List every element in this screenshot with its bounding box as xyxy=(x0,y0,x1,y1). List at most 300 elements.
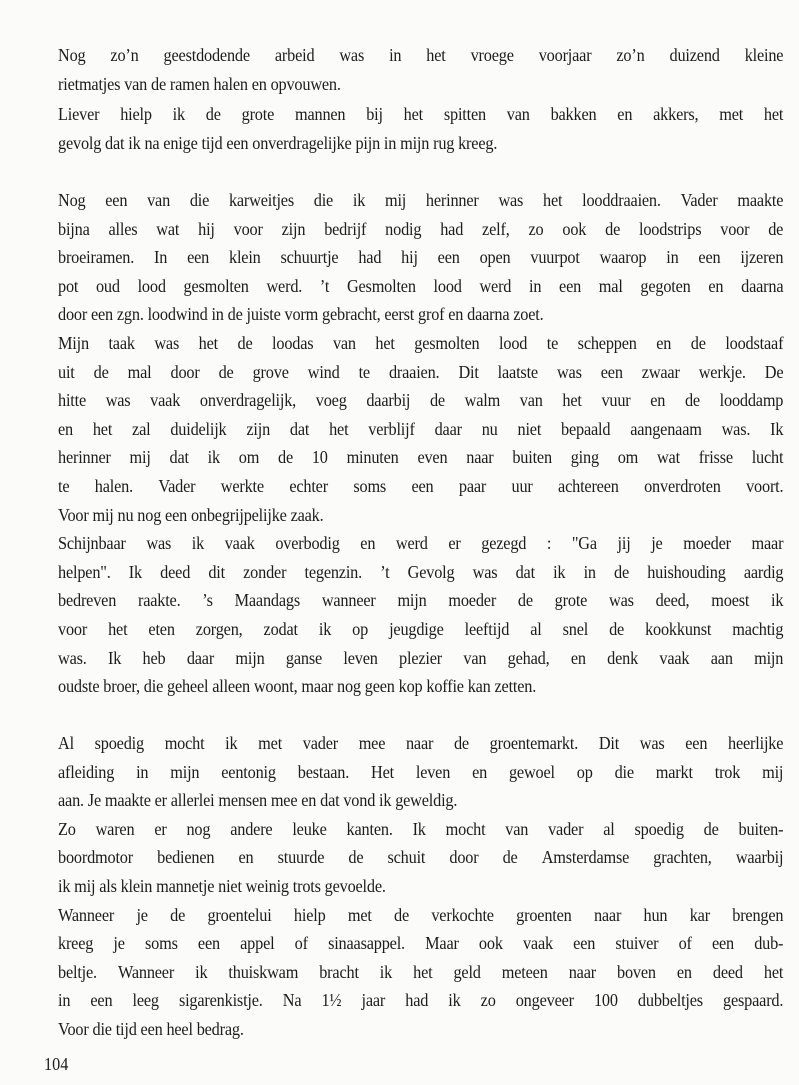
text-line xyxy=(58,932,783,954)
word: verblijf xyxy=(368,418,415,439)
word: stuiver xyxy=(615,933,659,954)
word: zodat xyxy=(263,619,298,639)
word: huishouding xyxy=(647,561,726,582)
word: die xyxy=(189,190,210,210)
word: laatste xyxy=(497,361,538,382)
word: een xyxy=(600,361,623,382)
word: herinner xyxy=(58,447,111,468)
word: frisse xyxy=(698,447,733,468)
word: grote xyxy=(241,103,275,124)
word: was. xyxy=(58,647,87,668)
word: deed xyxy=(712,961,743,982)
word: leeg xyxy=(132,990,159,1011)
word: Al xyxy=(58,733,74,753)
word: gezegd xyxy=(481,533,527,554)
word: zo’n xyxy=(110,45,139,65)
word: ’t xyxy=(380,561,390,582)
word: hitte xyxy=(58,390,87,411)
text-line xyxy=(58,189,783,211)
word: naar xyxy=(405,733,434,753)
text-line xyxy=(58,44,783,66)
word: hij xyxy=(198,218,215,239)
word: zelf, xyxy=(482,218,510,239)
word: het xyxy=(403,103,424,124)
word: nodig xyxy=(385,218,422,239)
word: een xyxy=(90,990,113,1011)
word: nog xyxy=(186,818,211,839)
word: en xyxy=(570,647,586,668)
word: het xyxy=(329,418,349,439)
word: om xyxy=(617,447,639,468)
text-line xyxy=(58,361,783,383)
text-line xyxy=(58,761,783,783)
word: de xyxy=(517,590,533,611)
word: wanneer xyxy=(321,590,376,611)
word: het xyxy=(562,390,582,411)
word: ik xyxy=(172,103,185,124)
word: zo xyxy=(528,218,544,239)
word: door xyxy=(170,361,200,382)
word: en xyxy=(656,333,672,353)
word: een xyxy=(411,476,434,496)
word: groentelui xyxy=(207,904,272,925)
word: ik xyxy=(191,533,205,554)
word: al xyxy=(530,619,542,639)
word: en xyxy=(360,533,376,554)
word: had xyxy=(440,218,464,239)
word: leeftijd xyxy=(464,619,510,639)
word: pot xyxy=(58,275,79,296)
word: hielp xyxy=(120,103,152,124)
word: was xyxy=(498,190,524,210)
word: waren xyxy=(95,818,135,839)
word: ik xyxy=(553,561,566,582)
word: ik xyxy=(207,447,220,468)
word: aan xyxy=(710,647,733,668)
text-line xyxy=(58,846,783,868)
word: voorjaar xyxy=(538,45,592,65)
word: dit xyxy=(208,561,225,582)
word: grove xyxy=(252,361,289,382)
word: spoedig xyxy=(94,733,144,753)
word: het xyxy=(92,418,113,439)
word: van xyxy=(506,103,530,124)
word: ik xyxy=(379,961,393,982)
word: was xyxy=(154,333,180,353)
word: leven xyxy=(343,647,378,668)
word: schuurtje xyxy=(280,247,339,268)
word: Ik xyxy=(128,561,142,582)
word: : xyxy=(546,533,552,554)
word: Amsterdamse xyxy=(541,847,630,868)
word: In xyxy=(154,247,168,268)
word: markt xyxy=(655,761,693,782)
word: bracht xyxy=(319,961,359,982)
word: de xyxy=(278,447,294,468)
word: Ik xyxy=(107,647,122,668)
word: loodas xyxy=(272,333,314,353)
word: mij xyxy=(384,190,407,210)
word: akkers, xyxy=(653,103,699,124)
word: kanten. xyxy=(346,818,393,839)
word: Vader xyxy=(158,476,196,496)
word: jeugdige xyxy=(389,619,444,639)
word: draaien. xyxy=(388,361,440,382)
word: deed xyxy=(160,561,191,582)
word: door xyxy=(449,847,479,868)
word: machtig xyxy=(732,619,784,639)
word: was xyxy=(105,390,131,411)
word: bakken xyxy=(550,103,597,124)
word: had xyxy=(405,990,429,1011)
word: gesmolten xyxy=(414,333,480,353)
word: mal xyxy=(127,361,152,382)
word: boordmotor xyxy=(58,847,133,868)
word: er xyxy=(154,818,167,839)
word: dat xyxy=(289,418,310,439)
word: en xyxy=(617,103,633,124)
word: halen. xyxy=(94,476,133,496)
word: zo xyxy=(480,990,496,1011)
word: de xyxy=(237,333,253,353)
word: lood xyxy=(433,275,462,296)
word: de xyxy=(93,361,109,382)
word: ik xyxy=(225,733,238,753)
word: spoedig xyxy=(634,818,684,839)
word: maakte xyxy=(737,190,784,210)
word: bedienen xyxy=(157,847,215,868)
word: mee xyxy=(358,733,386,753)
word: in xyxy=(666,247,679,268)
word: werkje. xyxy=(698,361,746,382)
word: mijn xyxy=(235,647,265,668)
word: was xyxy=(146,533,172,554)
word: Liever xyxy=(58,103,100,124)
word: Nog xyxy=(58,45,86,65)
word: en xyxy=(58,418,73,439)
word: een xyxy=(698,247,721,268)
word: bepaald xyxy=(561,418,611,439)
word: alles xyxy=(108,218,138,239)
word: groenten xyxy=(516,904,572,925)
word: ’s xyxy=(202,590,213,611)
word: sigarenkistje. xyxy=(178,990,263,1011)
word: Nog xyxy=(58,190,86,210)
text-line: ik mij als klein mannetje niet weinig trots gevoelde. xyxy=(58,876,386,896)
word: was. xyxy=(721,418,751,439)
word: mal xyxy=(598,275,623,296)
word: raakte. xyxy=(137,590,181,611)
word: het xyxy=(198,333,218,353)
word: de xyxy=(170,904,186,925)
word: jij xyxy=(617,533,631,554)
word: broeiramen. xyxy=(58,247,135,268)
word: een xyxy=(711,933,735,954)
word: Gevolg xyxy=(407,561,455,582)
word: naar xyxy=(593,904,622,925)
word: de xyxy=(394,904,410,925)
word: De xyxy=(764,361,784,382)
word: herinner xyxy=(425,190,479,210)
word: echter xyxy=(289,476,328,496)
word: stuurde xyxy=(277,847,325,868)
word: "Ga xyxy=(571,533,597,554)
word: Maandags xyxy=(234,590,301,611)
text-line: gevolg dat ik na enige tijd een onverdragelijke pijn in mijn rug kreeg. xyxy=(58,132,498,153)
word: vuurpot xyxy=(530,247,580,268)
word: daar xyxy=(434,418,462,439)
word: nu xyxy=(481,418,498,439)
word: mij xyxy=(129,447,151,468)
word: de xyxy=(703,818,719,839)
word: een xyxy=(197,933,220,954)
word: daarna xyxy=(741,275,784,296)
word: van xyxy=(332,333,356,353)
page-number: 104 xyxy=(44,1054,69,1074)
word: lood xyxy=(137,275,166,296)
word: achtereen xyxy=(558,476,619,496)
text-line xyxy=(58,589,783,611)
word: bijna xyxy=(58,218,90,239)
word: boven xyxy=(616,961,656,982)
text-line xyxy=(58,561,783,583)
word: de xyxy=(502,847,518,868)
text-line xyxy=(58,389,783,411)
word: Dit xyxy=(598,733,620,753)
word: heb xyxy=(142,647,166,668)
word: en xyxy=(238,847,254,868)
word: het xyxy=(413,961,433,982)
word: daarbij xyxy=(366,390,411,411)
word: trok xyxy=(714,761,741,782)
word: Na xyxy=(282,990,302,1011)
word: uur xyxy=(511,476,533,496)
word: vader xyxy=(548,818,584,839)
word: mocht xyxy=(164,733,205,753)
word: zonder xyxy=(243,561,287,582)
word: op xyxy=(576,761,593,782)
word: afleiding xyxy=(58,761,115,782)
word: snel xyxy=(562,619,589,639)
word: de xyxy=(453,733,469,753)
word: geld xyxy=(453,961,481,982)
word: er xyxy=(448,533,461,554)
word: zal xyxy=(132,418,151,439)
word: voor xyxy=(233,218,263,239)
word: vroege xyxy=(470,45,514,65)
word: zwaar xyxy=(641,361,680,382)
word: in xyxy=(529,275,542,296)
word: voort. xyxy=(746,476,784,496)
word: grachten, xyxy=(653,847,712,868)
word: ik xyxy=(448,990,461,1011)
word: van xyxy=(463,647,487,668)
word: was xyxy=(639,733,665,753)
word: ook xyxy=(478,933,503,954)
word: looddraaien. xyxy=(582,190,661,210)
word: overbodig xyxy=(275,533,340,554)
text-line xyxy=(58,818,783,840)
word: helpen". xyxy=(58,561,111,582)
word: in xyxy=(389,45,402,65)
word: meteen xyxy=(501,961,548,982)
word: loodstaaf xyxy=(725,333,784,353)
word: gesmolten xyxy=(183,275,249,296)
word: je xyxy=(113,933,125,954)
word: thuiskwam xyxy=(228,961,299,982)
word: Het xyxy=(371,761,394,782)
word: Dit xyxy=(458,361,479,382)
word: ik xyxy=(352,190,366,210)
word: zijn xyxy=(246,418,271,439)
word: ’t xyxy=(319,275,330,296)
word: kookkunst xyxy=(645,619,712,639)
word: van xyxy=(505,818,529,839)
word: paar xyxy=(458,476,487,496)
word: aardig xyxy=(743,561,784,582)
word: vaak xyxy=(224,533,255,554)
word: het xyxy=(763,961,784,982)
word: mij xyxy=(762,761,784,782)
word: looddamp xyxy=(719,390,784,411)
word: mannen xyxy=(294,103,346,124)
word: arbeid xyxy=(274,45,315,65)
word: werd xyxy=(479,275,512,296)
word: met xyxy=(258,733,283,753)
word: hun xyxy=(643,904,668,925)
word: karweitjes xyxy=(228,190,294,210)
word: eten xyxy=(148,619,175,639)
word: had xyxy=(358,247,382,268)
word: Ik xyxy=(770,418,784,439)
word: beltje. xyxy=(58,961,97,982)
word: groentemarkt. xyxy=(489,733,579,753)
word: 1½ xyxy=(321,990,342,1011)
word: hij xyxy=(401,247,418,268)
word: een xyxy=(187,247,210,268)
word: van xyxy=(147,190,171,210)
word: vaak xyxy=(659,647,690,668)
text-line xyxy=(58,418,783,440)
word: op xyxy=(352,619,369,639)
word: Zo xyxy=(58,818,76,839)
word: taak xyxy=(108,333,135,353)
word: mijn xyxy=(754,647,784,668)
word: maar xyxy=(751,533,784,554)
word: het xyxy=(426,45,446,65)
text-line xyxy=(58,332,783,354)
word: leven xyxy=(415,761,451,782)
word: of xyxy=(678,933,692,954)
word: lood xyxy=(499,333,528,353)
word: bedreven xyxy=(58,590,117,611)
word: moest xyxy=(711,590,750,611)
text-line xyxy=(58,475,783,497)
text-line xyxy=(58,218,783,240)
text-line xyxy=(58,618,783,640)
word: zijn xyxy=(281,218,306,239)
word: uit xyxy=(58,361,75,382)
text-line: Voor die tijd een heel bedrag. xyxy=(58,1019,244,1039)
word: Vader xyxy=(680,190,718,210)
word: en xyxy=(708,275,724,296)
word: Gesmolten xyxy=(346,275,416,296)
word: ik xyxy=(771,590,784,611)
text-line xyxy=(58,904,783,926)
word: buiten- xyxy=(738,818,784,839)
word: aangenaam xyxy=(630,418,702,439)
word: in xyxy=(583,561,596,582)
word: werkte xyxy=(220,476,264,496)
word: was xyxy=(609,590,634,611)
word: bij xyxy=(366,103,383,124)
word: vader xyxy=(302,733,338,753)
word: voor xyxy=(58,619,88,639)
word: mijn xyxy=(170,761,200,782)
word: oud xyxy=(95,275,120,296)
word: ging xyxy=(570,447,599,468)
word: met xyxy=(719,103,744,124)
word: grote xyxy=(554,590,588,611)
word: de xyxy=(348,847,364,868)
word: voeg xyxy=(315,390,347,411)
word: de xyxy=(605,218,621,239)
word: mocht xyxy=(445,818,486,839)
word: was xyxy=(339,45,365,65)
word: om xyxy=(238,447,260,468)
text-line: oudste broer, die geheel alleen woont, maar nog geen kop koffie kan zetten. xyxy=(58,676,537,697)
word: klein xyxy=(228,247,261,268)
word: met xyxy=(347,904,372,925)
word: werd xyxy=(395,533,428,554)
word: ganse xyxy=(285,647,323,668)
word: zorgen, xyxy=(195,619,243,639)
text-line xyxy=(58,446,783,468)
text-line xyxy=(58,532,783,554)
word: en xyxy=(676,961,692,982)
word: het xyxy=(375,333,395,353)
word: plezier xyxy=(399,647,443,668)
word: in xyxy=(136,761,149,782)
word: vaak xyxy=(522,933,553,954)
word: spitten xyxy=(443,103,486,124)
word: walm xyxy=(464,390,501,411)
word: naar xyxy=(466,447,494,468)
text-line: Voor mij nu nog een onbegrijpelijke zaak. xyxy=(58,504,324,525)
text-line xyxy=(58,275,783,297)
word: wind xyxy=(307,361,340,382)
word: jaar xyxy=(361,990,386,1011)
word: mijn xyxy=(397,590,427,611)
word: moeder xyxy=(448,590,497,611)
word: de xyxy=(609,619,625,639)
word: gespaard. xyxy=(723,990,784,1011)
word: wat xyxy=(656,447,680,468)
word: het xyxy=(763,103,784,124)
word: het xyxy=(542,190,563,210)
word: tegenzin. xyxy=(304,561,363,582)
text-line xyxy=(58,647,783,669)
word: al xyxy=(603,818,615,839)
word: minuten xyxy=(346,447,399,468)
text-line xyxy=(58,246,783,268)
word: duizend xyxy=(669,45,720,65)
text-line: rietmatjes van de ramen halen en opvouwen. xyxy=(58,74,341,95)
word: ik xyxy=(318,619,332,639)
word: Wanneer xyxy=(58,904,115,925)
word: duidelijk xyxy=(170,418,227,439)
word: dubbeltjes xyxy=(637,990,703,1011)
